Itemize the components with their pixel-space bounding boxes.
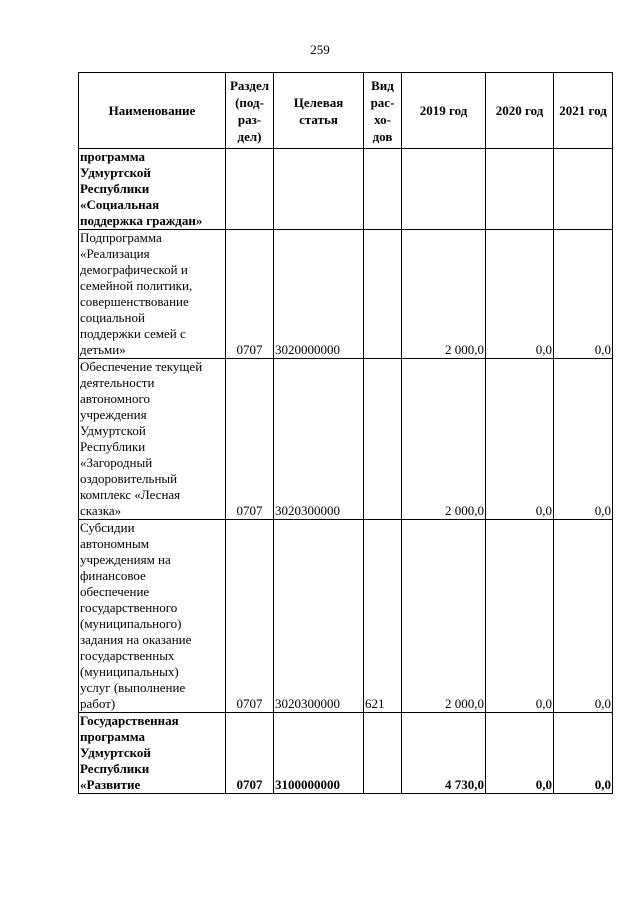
- row-2021: [554, 149, 613, 230]
- row-article: [274, 149, 364, 230]
- budget-table: [78, 72, 613, 794]
- row-section: 0707: [226, 359, 274, 520]
- header-2020: 2020 год: [486, 73, 554, 149]
- row-2019: 2 000,0: [402, 230, 486, 359]
- header-name: Наименование: [79, 73, 226, 149]
- row-2019: 2 000,0: [402, 520, 486, 713]
- row-name: Обеспечение текущей деятельности автономного учреждения Удмуртской Республики «Загородный оздоровительный комплекс «Лесная сказка»: [79, 359, 226, 520]
- row-name: Государственная программа Удмуртской Республики «Развитие: [79, 713, 226, 794]
- row-expense-type: [364, 149, 402, 230]
- row-article: 3100000000: [274, 713, 364, 794]
- row-expense-type: [364, 230, 402, 359]
- row-article: 3020000000: [274, 230, 364, 359]
- row-2021: 0,0: [554, 359, 613, 520]
- header-2021: 2021 год: [554, 73, 613, 149]
- row-expense-type: [364, 359, 402, 520]
- header-section: Раздел (под- раз- дел): [226, 73, 274, 149]
- row-2021: 0,0: [554, 230, 613, 359]
- table-row: [79, 713, 613, 794]
- row-2021: 0,0: [554, 520, 613, 713]
- page-number: 259: [310, 42, 330, 57]
- row-section: 0707: [226, 520, 274, 713]
- row-name: Подпрограмма «Реализация демографической и семейной политики, совершенствование социальной поддержки семей с детьми»: [79, 230, 226, 359]
- row-2019: 2 000,0: [402, 359, 486, 520]
- header-expense-type: Вид рас- хо- дов: [364, 73, 402, 149]
- row-section: 0707: [226, 230, 274, 359]
- row-2020: [486, 149, 554, 230]
- row-2019: 4 730,0: [402, 713, 486, 794]
- row-section: 0707: [226, 713, 274, 794]
- row-name: программа Удмуртской Республики «Социальная поддержка граждан»: [79, 149, 226, 230]
- table-row: [79, 520, 613, 713]
- row-expense-type: 621: [364, 520, 402, 713]
- row-2021: 0,0: [554, 713, 613, 794]
- row-section: [226, 149, 274, 230]
- table-row: [79, 359, 613, 520]
- row-2019: [402, 149, 486, 230]
- row-2020: 0,0: [486, 713, 554, 794]
- row-2020: 0,0: [486, 359, 554, 520]
- header-article: Целевая статья: [274, 73, 364, 149]
- table-row: [79, 230, 613, 359]
- row-2020: 0,0: [486, 230, 554, 359]
- table-header-row: [79, 73, 613, 149]
- row-expense-type: [364, 713, 402, 794]
- table-row: [79, 149, 613, 230]
- row-article: 3020300000: [274, 359, 364, 520]
- row-2020: 0,0: [486, 520, 554, 713]
- row-name: Субсидии автономным учреждениям на финансовое обеспечение государственного (муниципального) задания на оказание государственных (муниципальных) услуг (выполнение работ): [79, 520, 226, 713]
- row-article: 3020300000: [274, 520, 364, 713]
- header-2019: 2019 год: [402, 73, 486, 149]
